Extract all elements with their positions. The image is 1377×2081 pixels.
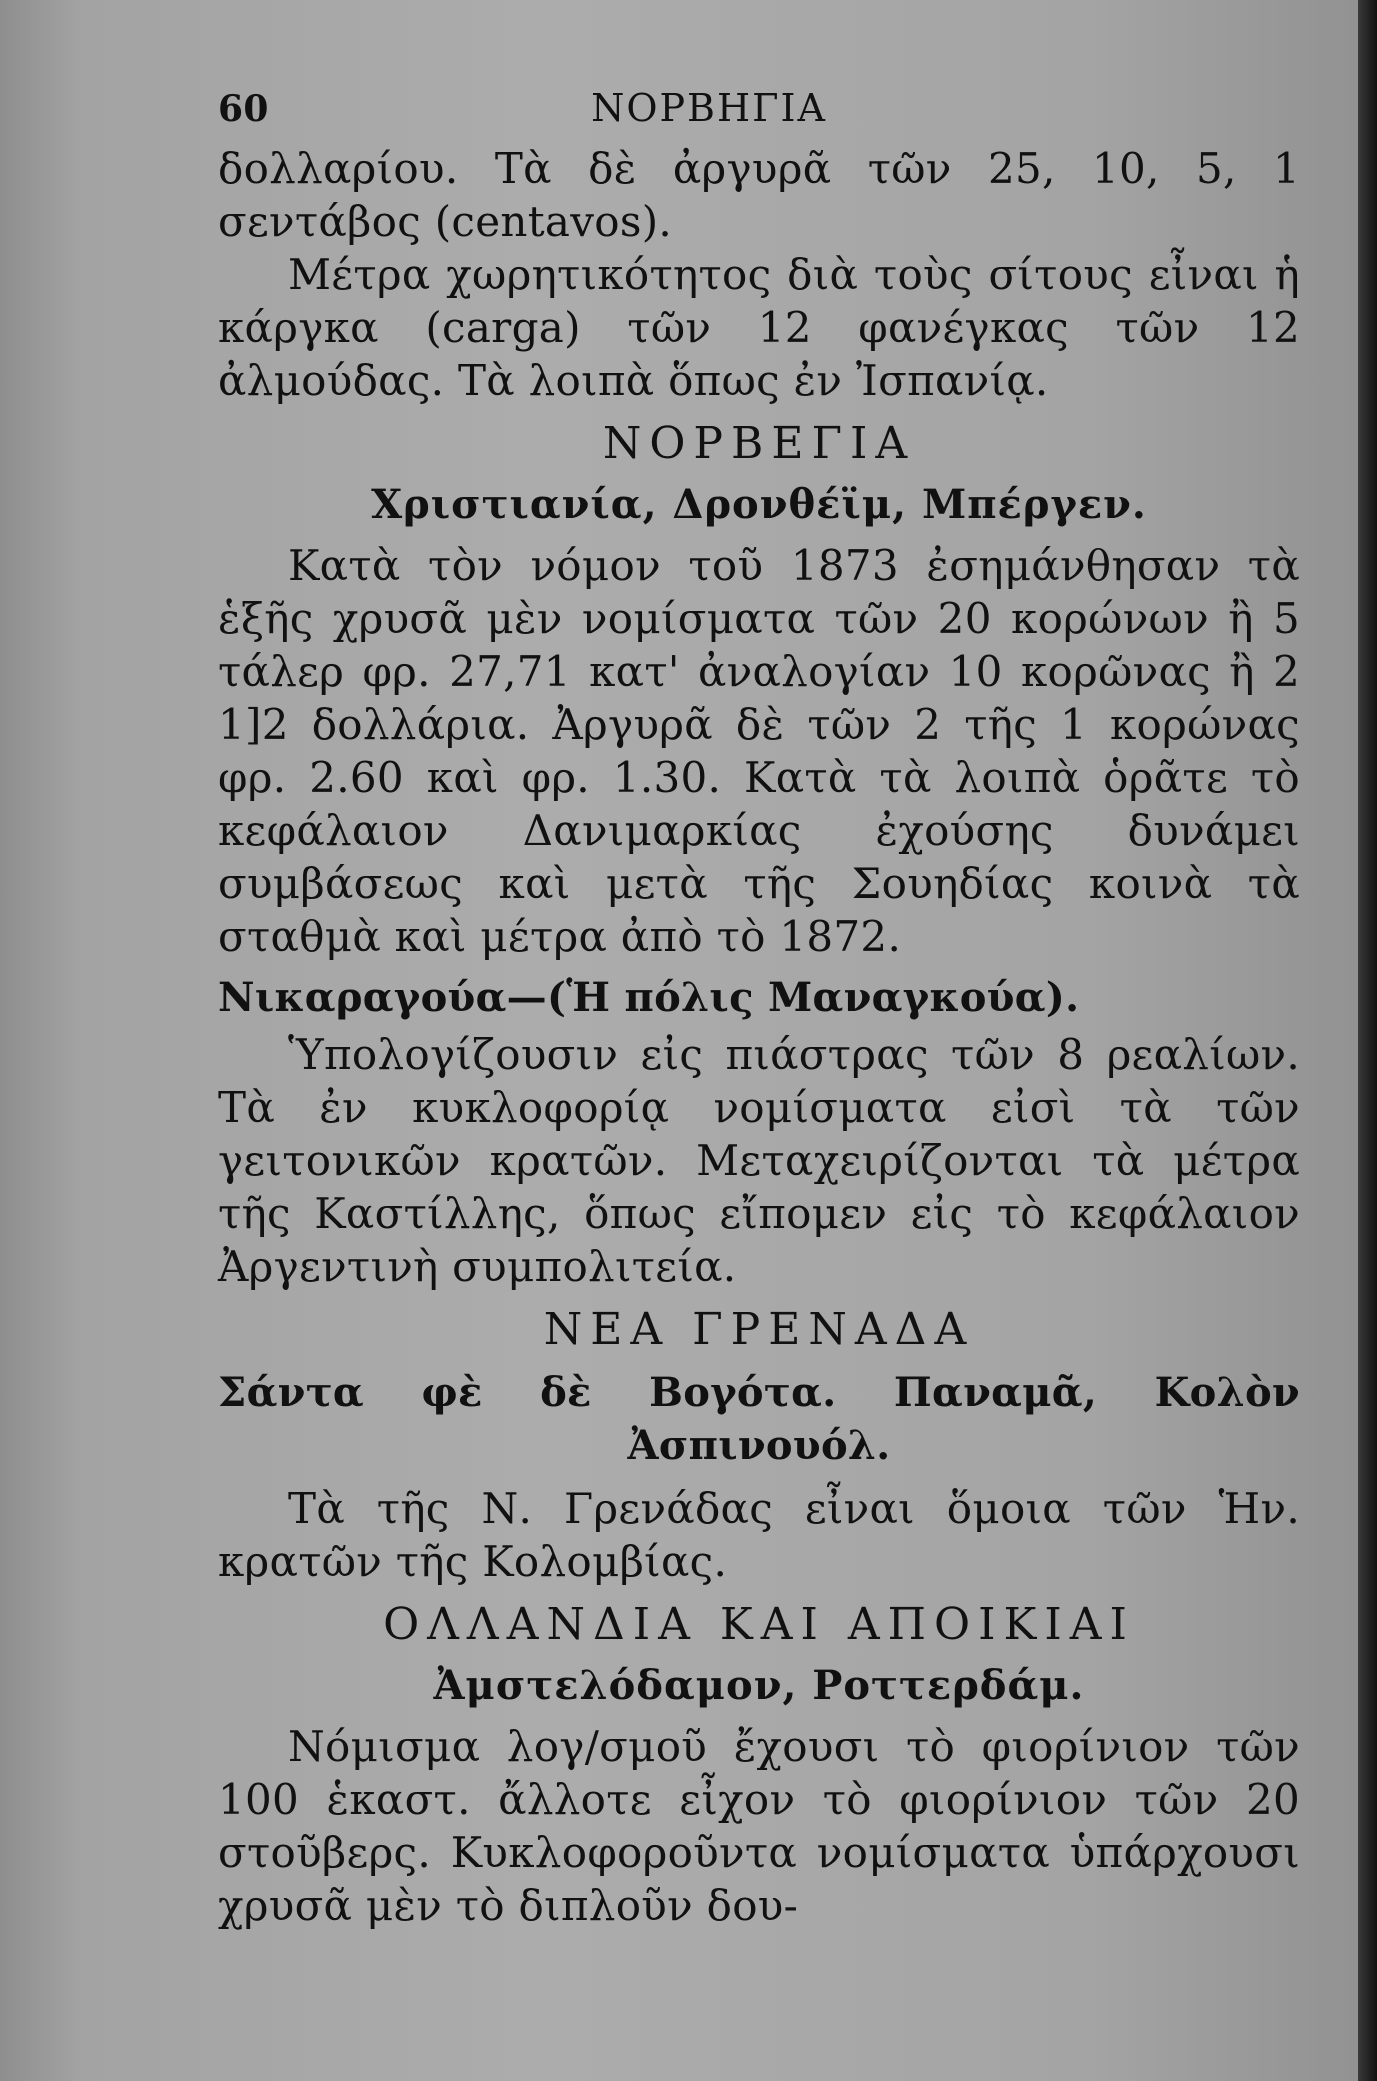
cities-holland: Ἀμστελόδαμον, Ροττερδάμ. — [433, 1662, 1085, 1709]
paragraph-measures: Μέτρα χωρητικότητος διὰ τοὺς σίτους εἶναι ἡ κάργκα (carga) τῶν 12 φανέγκας τῶν 12 ἀλμούδας. Τὰ λοιπὰ ὅπως ἐν Ἰσπανίᾳ. — [218, 250, 1300, 405]
paragraph-dollar-continuation: δολλαρίου. Τὰ δὲ ἀργυρᾶ τῶν 25, 10, 5, 1 σεντάβος (centavos). — [218, 144, 1300, 246]
paragraph-holland-coins: Νόμισμα λογ/σμοῦ ἔχουσι τὸ φιορίνιον τῶν 100 ἑκαστ. ἄλλοτε εἶχον τὸ φιορίνιον τῶν 20 στοῦβερς. Κυκλοφοροῦντα νομίσματα ὑπάρχουσι χρυσᾶ μὲν τὸ διπλοῦν δου- — [218, 1722, 1300, 1930]
paragraph-norway-coins: Κατὰ τὸν νόμον τοῦ 1873 ἐσημάνθησαν τὰ ἑξῆς χρυσᾶ μὲν νομίσματα τῶν 20 κορώνων ἢ 5 τάλερ φρ. 27,71 κατ' ἀναλογίαν 10 κορῶνας ἢ 2 1]2 δολλάρια. Ἀργυρᾶ δὲ τῶν 2 τῆς 1 κορώνας φρ. 2.60 καὶ φρ. 1.30. Κατὰ τὰ λοιπὰ ὁρᾶτε τὸ κεφάλαιον Δανιμαρκίας ἐχούσης δυνάμει συμβάσεως καὶ μετὰ τῆς Σουηδίας κοινὰ τὰ σταθμὰ καὶ μέτρα ἀπὸ τὸ 1872. — [218, 541, 1300, 961]
section-title-holland: ΟΛΛΑΝΔΙΑ ΚΑΙ ΑΠΟΙΚΙΑΙ — [383, 1599, 1135, 1650]
scan-edge — [1358, 0, 1377, 2081]
section-title-new-grenada: ΝΕΑ ΓΡΕΝΑΔΑ — [543, 1304, 975, 1355]
section-title-norway: ΝΟΡΒΕΓΙΑ — [602, 418, 916, 469]
cities-norway: Χριστιανία, Δρονθέϊμ, Μπέργεν. — [371, 481, 1147, 528]
paragraph-nicaragua: Ὑπολογίζουσιν εἰς πιάστρας τῶν 8 ρεαλίων. Τὰ ἐν κυκλοφορίᾳ νομίσματα εἰσὶ τὰ τῶν γειτονικῶν κρατῶν. Μεταχειρίζονται τὰ μέτρα τῆς Καστίλλης, ὅπως εἴπομεν εἰς τὸ κεφάλαιον Ἀργεντινὴ συμπολιτεία. — [218, 1030, 1300, 1291]
subheading-nicaragua: Νικαραγούα—(Ἡ πόλις Μαναγκούα). — [218, 974, 1080, 1021]
page-number: 60 — [218, 88, 269, 130]
running-title: ΝΟΡΒΗΓΙΑ — [591, 86, 827, 130]
page-content — [218, 82, 1300, 1932]
running-header — [218, 82, 1300, 136]
paragraph-new-grenada: Τὰ τῆς Ν. Γρενάδας εἶναι ὅμοια τῶν Ἡν. κρατῶν τῆς Κολομβίας. — [218, 1484, 1300, 1586]
cities-new-grenada: Σάντα φὲ δὲ Βογότα. Παναμᾶ, Κολὸν Ἀσπινουόλ. — [218, 1369, 1300, 1469]
